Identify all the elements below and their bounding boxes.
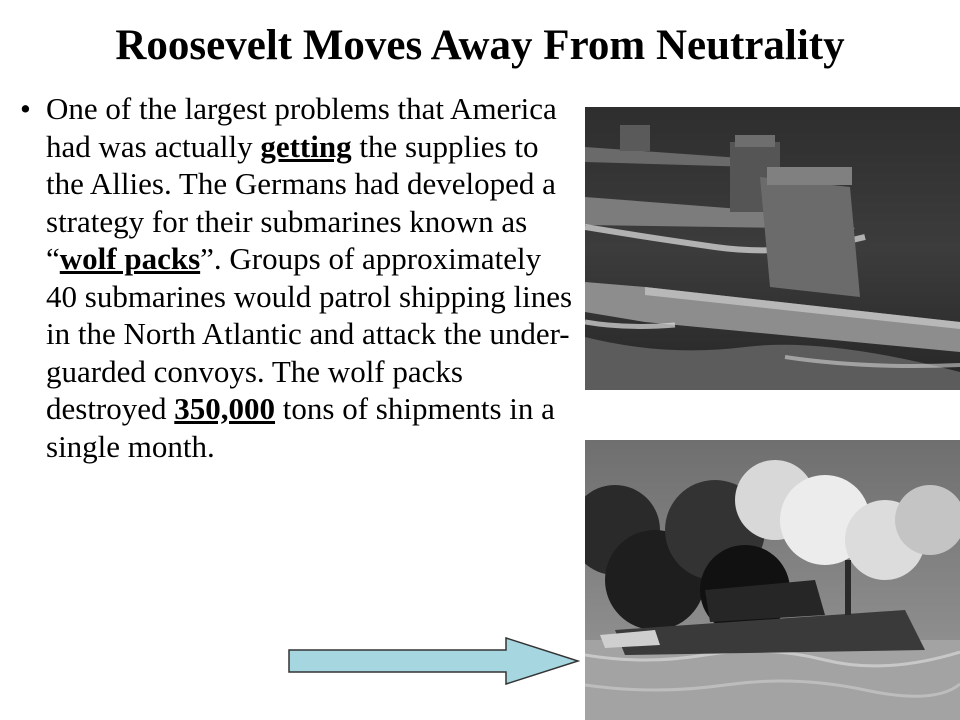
arrow-right-icon: [288, 637, 580, 685]
text-segment: tons of shipments in a single month.: [46, 391, 555, 464]
bullet-paragraph: [20, 90, 575, 465]
slide-title: Roosevelt Moves Away From Neutrality: [115, 22, 845, 69]
text-segment: the supplies to the Allies. The Germans had developed a strategy for their submarines known as “: [46, 128, 556, 276]
text-segment: ”. Groups of approximately 40 submarines would patrol shipping lines in the North Atlantic and attack the under-guarded convoys. The wolf packs destroyed: [46, 241, 573, 426]
text-segment: One of the largest problems that America had was actually: [46, 91, 557, 164]
burning-ship-photo: [585, 440, 960, 720]
emphasis-wolf-packs: wolf packs: [59, 241, 201, 276]
emphasis-getting: getting: [260, 128, 352, 164]
emphasis-tonnage: 350,000: [174, 391, 276, 426]
submarines-photo: [585, 107, 960, 390]
bullet-dot-icon: •: [20, 91, 31, 126]
bullet-text: [46, 90, 575, 465]
